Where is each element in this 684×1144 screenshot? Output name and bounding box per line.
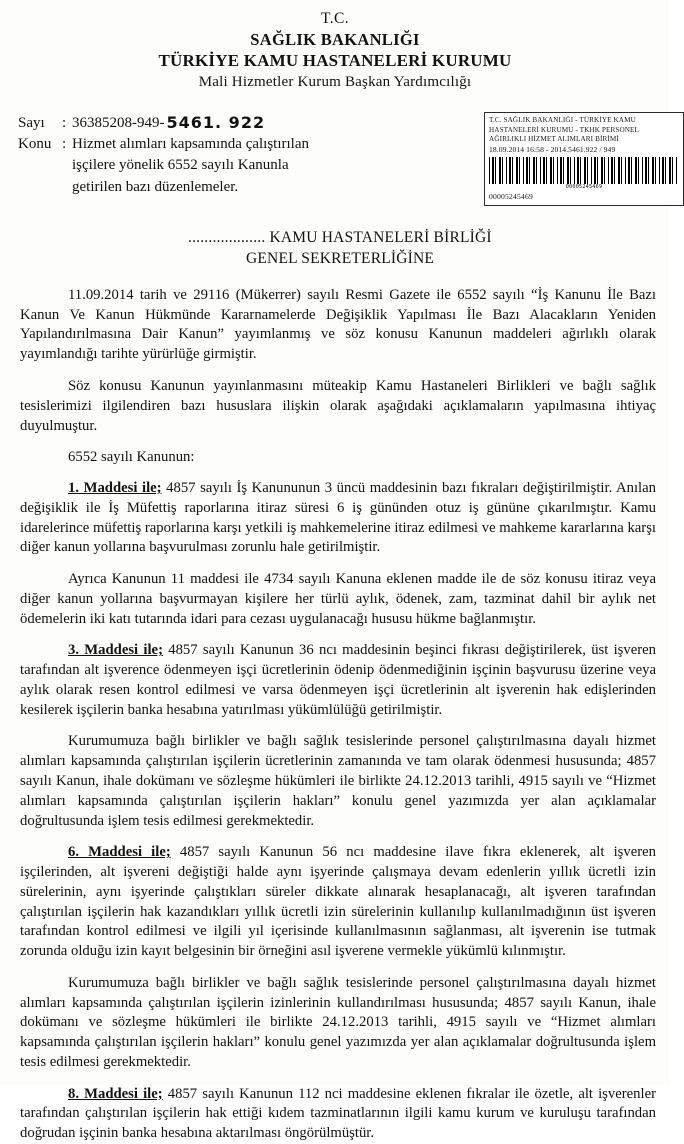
article-6-heading: 6. Maddesi ile; (68, 844, 171, 861)
letterhead-ministry: SAĞLIK BAKANLIĞI (250, 29, 420, 49)
body-paragraph-3: 6552 sayılı Kanunun: (68, 449, 195, 466)
addressee-block (0, 228, 670, 270)
article-3-heading: 3. Maddesi ile; (68, 642, 163, 659)
article-3-text: 4857 sayılı Kanunun 36 ncı maddesinin beşinci fıkrası değiştirilerek, üst işveren tarafından alt işverence ödenmeyen işçi ücretlerinin ödenip ödenmediğinin işçinin başvurusu üzerine veya aylık olarak resen kontrol edilmesi ve varsa ödenmeyen işçi ücretlerinin alt işverenin hak edişlerinden kesilerek işçilerin banka hesabına yatırılması yükümlülüğü getirilmiştir. (20, 642, 656, 718)
article-1-text: 4857 sayılı İş Kanununun 3 üncü maddesinin bazı fıkraları değiştirilmiştir. Anılan değişiklik ile İş Müfettiş raporlarına itiraz süresi 6 iş gününden otuz iş gününe çıkarılmıştır. Kamu idarelerince müfettiş raporlarına karşı yetkili iş mahkemelerine itiraz edilmesi ve mahkeme kararlarına karşı diğer kanun yollarına başvurulması zorunlu hale getirilmiştir. (20, 480, 656, 556)
stamp-line-2: HASTANELERİ KURUMU - TKHK PERSONEL (489, 125, 640, 134)
konu-colon: : (62, 136, 67, 153)
barcode-number: 00005245469 (565, 184, 603, 191)
letterhead-institution: TÜRKİYE KAMU HASTANELERİ KURUMU (158, 50, 512, 70)
article-1-heading: 1. Maddesi ile; (68, 480, 162, 497)
article-8-heading: 8. Maddesi ile; (68, 1085, 163, 1102)
stamp-reference-number: 00005245469 (489, 192, 533, 202)
letterhead-unit: Mali Hizmetler Kurum Başkan Yardımcılığı (198, 73, 472, 90)
sayi-handwritten-value: 5461. 922 (166, 112, 266, 132)
article-6-text: 4857 sayılı Kanunun 56 ncı maddesine ilave fıkra eklenerek, alt işveren işçilerinden, alt işvereni değiştiği halde aynı işyerinde çalışmaya devam edenlerin yıllık ücretli izin sürelerinin, aynı işyerinde çalıştıkları süreler dikkate alınarak hesaplanacağı, alt işveren tarafından çalıştırılan işçilerin hak kazandıkları yıllık ücretli izin sürelerinin kullanılıp kullanılmadığının üst işveren tarafından kontrol edilmesi ve ilgili yıl içerisinde kullanılmasının sağlanması, alt işverenin ise tutmak zorunda olduğu izin kayıt belgesinin bir örneğini asıl işverene vermekle yükümlü kılınmıştır. (20, 844, 656, 960)
addressee-line-2: GENEL SEKRETERLİĞİNE (246, 249, 435, 267)
stamp-line-3: AĞIRLIKLI HİZMET ALIMLARI BİRİMİ (489, 135, 619, 143)
body-paragraph-7: Kurumumuza bağlı birlikler ve bağlı sağlık tesislerinde personel çalıştırılmasına dayalı hizmet alımları kapsamında çalıştırılan işçilerin ücretlerinin zamanında ve tam olarak ödenmesi hususunda; 4857 sayılı Kanun, ihale dokümanı ve sözleşme hükümleri ile birlikte 24.12.2013 tarihli, 4915 sayılı ve “Hizmet alımları kapsamında çalıştırılan işçilerin hakları” konulu genel yazımızda yer alan açıklamalar doğrultusunda işlem tesis edilmesi gerekmektedir. (20, 733, 656, 829)
konu-value-line-3: getirilen bazı düzenlemeler. (72, 178, 239, 195)
letterhead-tc: T.C. (320, 10, 349, 27)
registration-stamp (484, 112, 684, 206)
barcode-icon (489, 157, 679, 184)
body-paragraph-9: Kurumumuza bağlı birlikler ve bağlı sağlık tesislerinde personel çalıştırılmasına dayalı hizmet alımları kapsamında çalıştırılan işçilerin izinlerinin kullandırılması hususunda; 4857 sayılı Kanun, ihale dokümanı ve sözleşme hükümleri ile birlikte 24.12.2013 tarihli, 4915 sayılı ve “Hizmet alımları kapsamında çalıştırılan işçilerin hakları” konulu genel yazımızda yer alan açıklamalar doğrultusunda işlem tesis edilmesi gerekmektedir. (20, 974, 656, 1070)
addressee-line-1: ................... KAMU HASTANELERİ BİRLİĞİ (188, 229, 492, 247)
body-paragraph-article-3 (20, 641, 656, 720)
stamp-line-1: T.C. SAĞLIK BAKANLIĞI - TÜRKİYE KAMU (489, 116, 636, 124)
letterhead (0, 0, 670, 92)
stamp-datetime: 18.09.2014 16:58 - 2014.5461.922 / 949 (489, 144, 616, 154)
article-8-text: 4857 sayılı Kanunun 112 nci maddesine eklenen fıkralar ile özetle, alt işverenler tarafından çalıştırılan işçilerin hak ettiği kıdem tazminatlarının ilgili kamu kurum ve kuruluşu tarafından doğrudan işçinin banka hesabına aktarılması öngörülmüştür. (20, 1085, 656, 1142)
body-paragraph-article-8 (20, 1085, 656, 1144)
body-paragraph-article-1 (20, 479, 656, 558)
sayi-printed-value: 36385208-949- (72, 114, 165, 131)
body-paragraph-2: Söz konusu Kanunun yayınlanmasını müteakip Kamu Hastaneleri Birlikleri ve bağlı sağlık tesislerimizi ilgilendiren bazı hususlara ilişkin olarak aşağıdaki açıklamaların yapılmasına ihtiyaç duyulmuştur. (20, 377, 656, 434)
body-paragraph-5: Ayrıca Kanunun 11 maddesi ile 4734 sayılı Kanuna eklenen madde ile de söz konusu itiraz veya diğer kanun yollarına başvurmayan kişilere her türlü aylık, ödenek, zam, tazminat dahil bir aylık net ödemelerin iki katı tutarında idari para cezası uygulanacağı hususu hükme bağlanmıştır. (20, 571, 656, 627)
sayi-colon: : (62, 114, 67, 131)
body-paragraph-1: 11.09.2014 tarih ve 29116 (Mükerrer) sayılı Resmi Gazete ile 6552 sayılı “İş Kanunu İle Bazı Kanun Ve Kanun Hükmünde Kararnamelerde Değişiklik Yapılması İle Bazı Alacakların Yeniden Yapılandırılmasına Dair Kanun” yayımlanmış ve söz konusu Kanunun maddeleri ağırlıklı olarak yayımlandığı tarihte yürürlüğe girmiştir. (20, 286, 656, 363)
sayi-label: Sayı (18, 114, 45, 131)
document-body (0, 286, 670, 1144)
konu-value-line-2: işçilere yönelik 6552 sayılı Kanunla (72, 157, 289, 174)
body-paragraph-article-6 (20, 843, 656, 962)
konu-label: Konu (18, 136, 52, 153)
konu-value-line-1: Hizmet alımları kapsamında çalıştırılan (72, 136, 310, 153)
